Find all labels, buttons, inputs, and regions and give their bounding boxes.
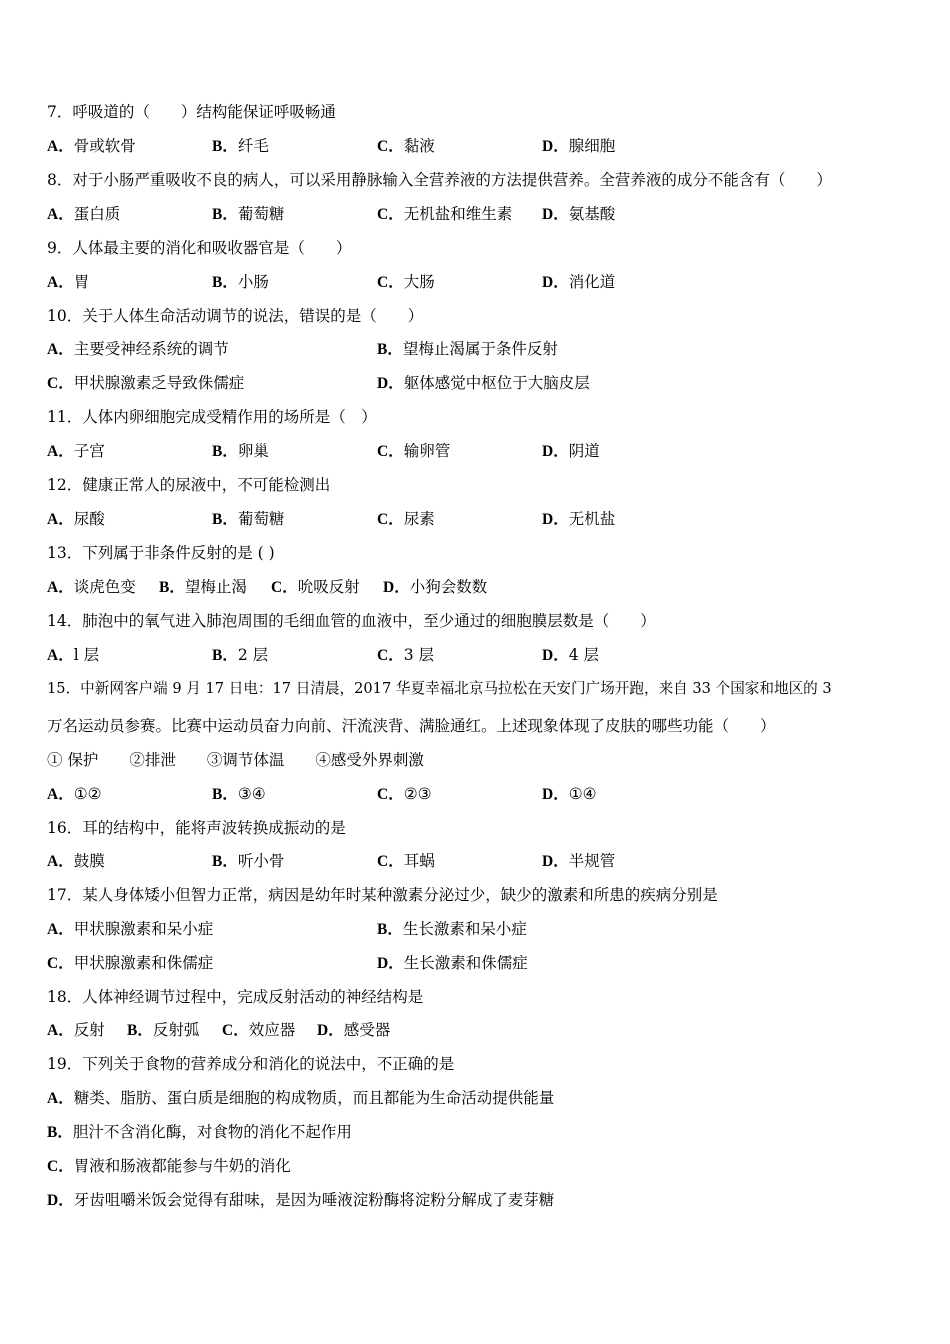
option-text: l 层 (73, 646, 100, 664)
option-label: A． (47, 443, 74, 460)
option-text: 吮吸反射 (297, 578, 360, 596)
option-text: 胃 (73, 273, 90, 291)
option-label: B． (159, 579, 185, 596)
option-label: D． (542, 786, 569, 803)
option-label: B． (212, 443, 238, 460)
option-text: 大肠 (403, 273, 435, 291)
option-label: D． (542, 138, 569, 155)
option-label: C． (47, 1158, 74, 1175)
option-label: A． (47, 853, 74, 870)
option-label: C． (47, 955, 74, 972)
option-text: 鼓膜 (73, 852, 105, 870)
option-text: 小狗会数数 (409, 578, 488, 596)
option-label: B． (212, 786, 238, 803)
question-19-stem: 19．下列关于食物的营养成分和消化的说法中，不正确的是 (47, 1055, 455, 1073)
option-text: 半规管 (568, 852, 616, 870)
option-label: B． (377, 921, 403, 938)
option-text: 牙齿咀嚼米饭会觉得有甜味，是因为唾液淀粉酶将淀粉分解成了麦芽糖 (73, 1191, 555, 1209)
option-label: B． (212, 274, 238, 291)
question-18-stem: 18．人体神经调节过程中，完成反射活动的神经结构是 (47, 988, 424, 1006)
option-label: D． (317, 1022, 344, 1039)
option-label: D． (542, 274, 569, 291)
option-text: 葡萄糖 (237, 510, 285, 528)
question-13-stem: 13．下列属于非条件反射的是 ( ) (47, 544, 275, 562)
option-text: 望梅止渴 (184, 578, 247, 596)
question-16-stem: 16．耳的结构中，能将声波转换成振动的是 (47, 819, 346, 837)
option-label: C． (222, 1022, 249, 1039)
option-text: 无机盐 (568, 510, 616, 528)
option-text: 葡萄糖 (237, 205, 285, 223)
option-text: 听小骨 (237, 852, 285, 870)
option-text: ②③ (403, 785, 432, 803)
option-text: 2 层 (237, 646, 269, 664)
question-8-stem: 8．对于小肠严重吸收不良的病人，可以采用静脉输入全营养液的方法提供营养。全营养液的成分不能含有（ ） (47, 171, 832, 189)
option-text: 反射弧 (152, 1021, 200, 1039)
option-label: C． (271, 579, 298, 596)
option-text: 甲状腺激素乏导致侏儒症 (73, 374, 245, 392)
option-label: D． (47, 1192, 74, 1209)
option-label: A． (47, 579, 74, 596)
option-text: 躯体感觉中枢位于大脑皮层 (403, 374, 590, 392)
question-15-stem-cont: 万名运动员参赛。比赛中运动员奋力向前、汗流浃背、满脸通红。上述现象体现了皮肤的哪些功能（ ） (47, 717, 776, 735)
option-label: C． (377, 786, 404, 803)
option-text: 子宫 (73, 442, 105, 460)
option-label: A． (47, 206, 74, 223)
option-text: 糖类、脂肪、蛋白质是细胞的构成物质，而且都能为生命活动提供能量 (73, 1089, 555, 1107)
option-label: A． (47, 1022, 74, 1039)
option-label: A． (47, 647, 74, 664)
option-label: C． (377, 511, 404, 528)
option-text: 尿素 (403, 510, 435, 528)
option-label: D． (542, 511, 569, 528)
option-label: C． (377, 853, 404, 870)
option-label: D． (542, 206, 569, 223)
option-label: D． (542, 443, 569, 460)
option-text: 甲状腺激素和侏儒症 (73, 954, 214, 972)
option-text: 效应器 (248, 1021, 296, 1039)
option-text: 胃液和肠液都能参与牛奶的消化 (73, 1157, 291, 1175)
option-label: A． (47, 1090, 74, 1107)
option-text: 小肠 (237, 273, 269, 291)
option-label: D． (542, 853, 569, 870)
option-label: B． (127, 1022, 153, 1039)
option-label: B． (212, 511, 238, 528)
option-label: D． (383, 579, 410, 596)
option-text: ①② (73, 785, 102, 803)
option-text: 生长激素和呆小症 (402, 920, 527, 938)
option-label: B． (212, 206, 238, 223)
question-15-stem: 15．中新网客户端 9 月 17 日电：17 日清晨，2017 华夏幸福北京马拉松在天安门广场开跑，来自 33 个国家和地区的 3 (47, 680, 832, 697)
option-text: 胆汁不含消化酶，对食物的消化不起作用 (72, 1123, 352, 1141)
question-14-stem: 14．肺泡中的氧气进入肺泡周围的毛细血管的血液中，至少通过的细胞膜层数是（ ） (47, 612, 656, 630)
option-label: D． (377, 955, 404, 972)
option-text: 谈虎色变 (73, 578, 136, 596)
option-text: 3 层 (403, 646, 434, 664)
option-text: 纤毛 (237, 137, 269, 155)
option-label: C． (377, 138, 404, 155)
option-text: 主要受神经系统的调节 (73, 340, 229, 358)
option-text: 阴道 (568, 442, 600, 460)
question-9-stem: 9．人体最主要的消化和吸收器官是（ ） (47, 239, 352, 257)
option-label: A． (47, 138, 74, 155)
option-text: 骨或软骨 (73, 137, 136, 155)
option-text: 蛋白质 (73, 205, 121, 223)
option-text: 4 层 (568, 646, 599, 664)
option-label: C． (377, 274, 404, 291)
question-17-stem: 17．某人身体矮小但智力正常，病因是幼年时某种激素分泌过少，缺少的激素和所患的疾病分别是 (47, 886, 718, 904)
option-text: 尿酸 (73, 510, 105, 528)
option-text: 甲状腺激素和呆小症 (73, 920, 214, 938)
option-label: A． (47, 786, 74, 803)
option-text: ③④ (237, 785, 266, 803)
option-label: A． (47, 274, 74, 291)
option-text: 耳蜗 (403, 852, 435, 870)
option-label: C． (47, 375, 74, 392)
option-label: C． (377, 443, 404, 460)
option-label: B． (212, 647, 238, 664)
option-label: A． (47, 921, 74, 938)
option-text: 消化道 (568, 273, 616, 291)
option-text: 卵巢 (237, 442, 269, 460)
option-text: 反射 (73, 1021, 105, 1039)
option-label: D． (377, 375, 404, 392)
question-12-stem: 12．健康正常人的尿液中，不可能检测出 (47, 476, 331, 494)
option-text: ①④ (568, 785, 597, 803)
option-label: C． (377, 647, 404, 664)
question-10-stem: 10．关于人体生命活动调节的说法，错误的是（ ） (47, 307, 424, 325)
option-text: 感受器 (343, 1021, 391, 1039)
question-15-choices: ① 保护 ②排泄 ③调节体温 ④感受外界刺激 (47, 751, 424, 769)
question-7-stem: 7．呼吸道的（ ）结构能保证呼吸畅通 (47, 103, 336, 121)
option-label: B． (377, 341, 403, 358)
option-label: D． (542, 647, 569, 664)
option-text: 生长激素和侏儒症 (403, 954, 528, 972)
option-label: C． (377, 206, 404, 223)
option-text: 望梅止渴属于条件反射 (402, 340, 558, 358)
option-text: 无机盐和维生素 (403, 205, 513, 223)
option-text: 氨基酸 (568, 205, 616, 223)
option-label: A． (47, 511, 74, 528)
option-label: A． (47, 341, 74, 358)
option-text: 黏液 (403, 137, 435, 155)
question-11-stem: 11．人体内卵细胞完成受精作用的场所是（ ） (47, 408, 377, 426)
option-text: 输卵管 (403, 442, 451, 460)
option-label: B． (212, 853, 238, 870)
option-label: B． (47, 1124, 73, 1141)
option-label: B． (212, 138, 238, 155)
option-text: 腺细胞 (568, 137, 616, 155)
